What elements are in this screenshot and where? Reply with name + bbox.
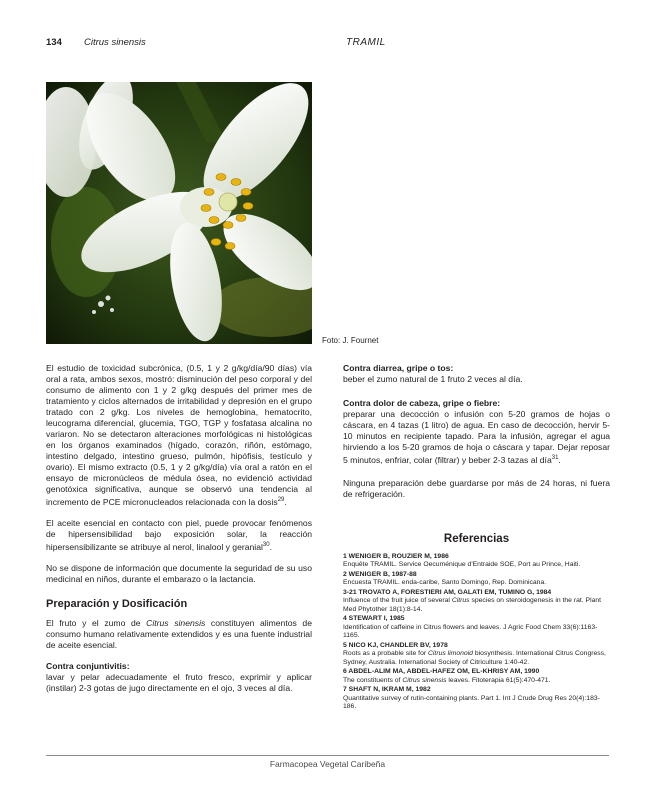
reference-text-a: The constituents of (343, 676, 403, 684)
page-footer: Farmacopea Vegetal Caribeña (269, 759, 386, 769)
preparation-paragraph (46, 618, 312, 651)
storage-paragraph: Ninguna preparación debe guardarse por más de 24 horas, ni fuera de refrigeración. (343, 477, 610, 499)
reference-text-i: Citrus limonoid (428, 650, 473, 658)
headache-paragraph: preparar una decocción o infusión con 5-20 gramos de hojas o cáscara, en 4 tazas (1 litro) de agua. En caso de decocción, hervir 5-10 minutos en recipiente tapado. Para la infusión, agregar el agua hirviendo a los 5-20 gramos de hoja o cáscara y tapar. Dejar reposar 5 minutos, enfriar, colar (filtrar) y beber 2-3 tazas al día$^{31}$. (343, 409, 610, 465)
orange-blossom-image (46, 82, 312, 344)
prep-text-b: constituyen alimentos de consumo humano relativamente extendidos y es una fuente industrial de aceite esencial. (46, 617, 312, 650)
page-number: 134 (46, 37, 62, 48)
reference-body (343, 561, 610, 570)
reference-heading: 1 WENIGER B, ROUZIER M, 1986 (343, 552, 449, 560)
reference-text-a: Influence of the fruit juice of several (343, 597, 452, 605)
references-list (343, 553, 610, 712)
reference-text-b: species on steroidogenesis in the rat. Plant Med Phytother 18(1):8-14. (343, 597, 602, 613)
reference-text-i: Citrus (451, 597, 470, 605)
reference-body (343, 579, 610, 588)
references-heading: Referencias (443, 532, 510, 545)
reference-heading: 7 SHAFT N, IKRAM M, 1982 (343, 686, 431, 694)
citation-31: 31 (551, 455, 559, 461)
reference-text-a: Encuesta TRAMIL. enda-caribe, Santo Domingo, Rep. Dominicana. (343, 579, 547, 587)
toxicity-text: El estudio de toxicidad subcrónica, (0.5, 1 y 2 g/kg/día/90 días) vía oral a rata, ambos sexos, mostró: disminución del peso corporal y del consumo de alimento con 1 y 2 g/kg después del primer mes de tratamiento y ciclos alternados de irritabilidad y depresión en el grupo tratado con 2 g/kg. Los niveles de hemoglobina, hematocrito, leucograma diferencial, glucemia, TGO, TGP y fosfatasa alcalina no variaron. No se detectaron alteraciones morfológicas ni histológicas en los órganos examinados (hígado, corazón, riñón, estómago, intestino delgado, intestino grueso, pulmón, hipófisis, testículo y ovario). El mismo extracto (0.5, 1 y 2 g/kg/día) vía oral a ratón en el ensayo de micronúcleos de médula ósea, no evidenció actividad genotóxica significativa, aunque se observó una tendencia al incremento de PCE micronucleados relacionada con la dosis (46, 363, 312, 507)
reference-text-i: Citrus sinensis (402, 676, 447, 684)
conjunctivitis-text: lavar y pelar adecuadamente el fruto fresco, exprimir y aplicar (instilar) 2-3 gotas de jugo directamente en el ojo, 3 veces al día. (46, 671, 312, 693)
reference-heading: 5 NICO KJ, CHANDLER BV, 1978 (343, 641, 448, 649)
section-heading: Preparación y Dosificación (46, 597, 188, 610)
reference-body (343, 695, 610, 712)
footer-divider (46, 755, 609, 756)
reference-body (343, 677, 610, 686)
orange-blossom-photo (46, 82, 312, 344)
reference-heading: 4 STEWART I, 1985 (343, 615, 405, 623)
photo-credit: Foto: J. Fournet (322, 336, 379, 345)
header-title: TRAMIL (346, 37, 386, 48)
reference-text-a: Identification of caffeine in Citrus flowers and leaves. J Agric Food Chem 33(6):1163-1165. (343, 623, 598, 640)
running-title: Citrus sinensis (84, 37, 146, 48)
reference-body (343, 624, 610, 641)
prep-text-a: El fruto y el zumo de (46, 617, 147, 628)
toxicity-paragraph: El estudio de toxicidad subcrónica, (0.5, 1 y 2 g/kg/día/90 días) vía oral a rata, ambos sexos, mostró: disminución del peso corporal y del consumo de alimento con 1 y 2 g/kg después del primer mes de tratamiento y ciclos alternados de irritabilidad y depresión en el grupo tratado con 2 g/kg. Los niveles de hemoglobina, hematocrito, leucograma diferencial, glucemia, TGO, TGP y fosfatasa alcalina no variaron. No se detectaron alteraciones morfológicas ni histológicas en los órganos examinados (hígado, corazón, riñón, estómago, intestino delgado, intestino grueso, pulmón, hipófisis, testículo y ovario). El mismo extracto (0.5, 1 y 2 g/kg/día) vía oral a ratón en el ensayo de micronúcleos de médula ósea, no evidenció actividad genotóxica significativa, aunque se observó una tendencia al incremento de PCE micronucleados relacionada con la dosis$^{29}$. (46, 363, 312, 507)
essential-oil-text: El aceite esencial en contacto con piel, puede provocar fenómenos de hipersensibilidad bajo exposición solar, la reacción hipersensibilizante se atribuye al nerol, linalool y geranial (46, 517, 312, 552)
page-header (46, 37, 609, 51)
reference-text-b: leaves. Fitoterapia 61(5):470-471. (446, 676, 551, 684)
reference-text-a: Roots as a probable site for (343, 650, 429, 658)
citation-30: 30 (262, 541, 270, 548)
safety-paragraph: No se dispone de información que documente la seguridad de su uso medicinal en niños, durante el embarazo o la lactancia. (46, 562, 312, 584)
reference-body (343, 597, 610, 614)
conjunctivitis-heading: Contra conjuntivitis: (46, 660, 130, 671)
headache-text: preparar una decocción o infusión con 5-20 gramos de hojas o cáscara, en 4 tazas (1 litro) de agua. En caso de decocción, hervir 5-10 minutos en recipiente tapado. Para la infusión, agregar el agua hirviendo a los 5-20 gramos de hoja o cáscara y tapar. Dejar reposar 5 minutos, enfriar, colar (filtrar) y beber 2-3 tazas al día (343, 409, 610, 465)
headache-heading: Contra dolor de cabeza, gripe o fiebre: (343, 398, 501, 408)
reference-heading: 2 WENIGER B, 1987-88 (343, 570, 417, 578)
reference-text-a: Quantitative survey of rutin-containing plants. Part 1. Int J Crude Drug Res 20(4):183-186. (343, 694, 600, 711)
diarrhea-heading: Contra diarrea, gripe o tos: (343, 363, 454, 373)
reference-text-b: biosynthesis. International Citrus Congress, Sydney, Australia. International Society of Citriculture 1:40-42. (343, 650, 606, 666)
species-name: Citrus sinensis (146, 617, 206, 628)
left-column (46, 363, 312, 704)
essential-oil-paragraph: El aceite esencial en contacto con piel, puede provocar fenómenos de hipersensibilidad bajo exposición solar, la reacción hipersensibilizante se atribuye al nerol, linalool y geranial$^{30}$. (46, 517, 312, 552)
reference-text-a: Enquête TRAMIL. Service Oecuménique d'Entraide SOE, Port au Prince, Haiti. (343, 561, 581, 569)
diarrhea-text: beber el zumo natural de 1 fruto 2 veces al día. (343, 374, 523, 384)
right-column (343, 363, 610, 713)
reference-heading: 3-21 TROVATO A, FORESTIERI AM, GALATI EM, TUMINO G, 1984 (343, 588, 552, 596)
reference-body (343, 650, 610, 667)
citation-29: 29 (277, 497, 285, 503)
reference-heading: 6 ABDEL-ALIM MA, ABDEL-HAFEZ OM, EL-KHRISY AM, 1990 (343, 668, 540, 676)
